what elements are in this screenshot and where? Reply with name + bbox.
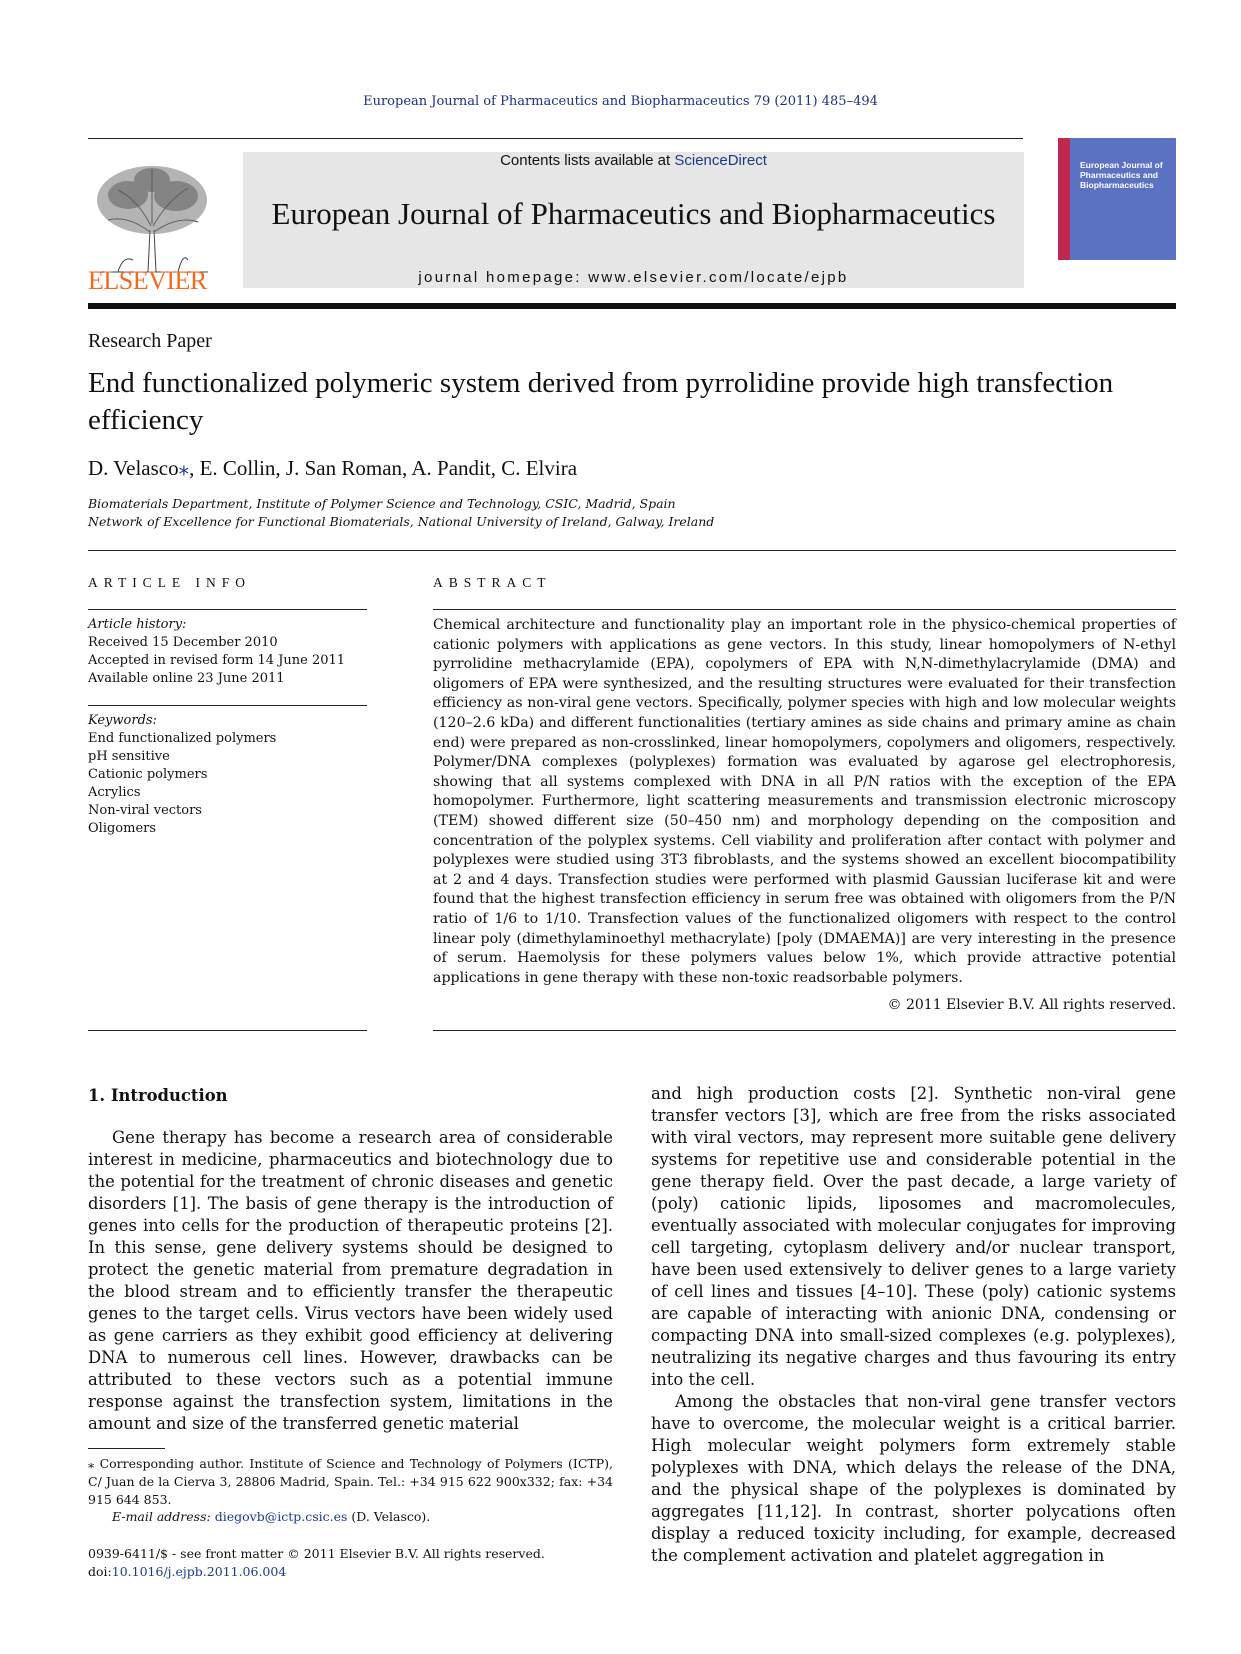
history-revised: Accepted in revised form 14 June 2011	[88, 653, 346, 668]
affiliation-2: Network of Excellence for Functional Biomaterials, National University of Ireland, Galway, Ireland	[88, 514, 715, 529]
intro-paragraph: and high production costs [2]. Synthetic non-viral gene transfer vectors [3], which are free from the risks associated with viral vectors, may represent more suitable gene delivery systems for repetitive use and considerable potential in the gene therapy field. Over the past decade, a large variety of (poly) cationic lipids, liposomes and macromolecules, eventually associated with molecular conjugates for improving cell targeting, cytoplasm delivery and/or nuclear transport, have been used extensively to deliver genes to a large variety of cell lines and tissues [4–10]. These (poly) cationic systems are capable of interacting with anionic DNA, condensing or compacting DNA into small-sized complexes (e.g. polyplexes), neutralizing its negative charges and thus favouring its entry into the cell.	[651, 1084, 1176, 1389]
corresponding-author-footnote: ⁎ Corresponding author. Institute of Science and Technology of Polymers (ICTP), C/ Juan de la Cierva 3, 28806 Madrid, Spain. Tel.: +34 915 622 900x332; fax: +34 915 644 853.	[88, 1456, 613, 1507]
journal-citation[interactable]: European Journal of Pharmaceutics and Biopharmaceutics 79 (2011) 485–494	[363, 94, 878, 109]
keywords-block	[88, 712, 367, 838]
author-list	[88, 456, 577, 481]
doi-line	[88, 1563, 545, 1581]
keywords-label: Keywords:	[88, 713, 157, 728]
email-suffix: (D. Velasco).	[347, 1509, 431, 1524]
doi-prefix: doi:	[88, 1564, 112, 1579]
footnote-rule	[88, 1448, 165, 1449]
contents-prefix: Contents lists available at	[500, 152, 675, 169]
first-author: D. Velasco	[88, 456, 179, 480]
affiliation-1: Biomaterials Department, Institute of Polymer Science and Technology, CSIC, Madrid, Spain	[88, 496, 676, 511]
email-label: E-mail address:	[112, 1509, 215, 1524]
history-label: Article history:	[88, 617, 187, 632]
article-info-rule	[88, 609, 367, 610]
sciencedirect-link[interactable]: ScienceDirect	[674, 152, 767, 169]
masthead-thick-rule	[88, 303, 1176, 309]
abstract-rule	[433, 609, 1176, 610]
intro-column-2	[651, 1083, 1176, 1567]
history-received: Received 15 December 2010	[88, 635, 278, 650]
email-line	[112, 1509, 430, 1524]
other-authors: , E. Collin, J. San Roman, A. Pandit, C. Elvira	[189, 456, 578, 480]
section-heading-introduction: 1. Introduction	[88, 1086, 228, 1105]
keyword-item: Oligomers	[88, 821, 157, 836]
keyword-item: Cationic polymers	[88, 767, 208, 782]
cover-footer	[1058, 260, 1176, 288]
history-online: Available online 23 June 2011	[88, 671, 285, 686]
intro-paragraph: Among the obstacles that non-viral gene transfer vectors have to overcome, the molecular weight is a critical barrier. High molecular weight polymers form extremely stable polyplexes with DNA, which delays the release of the DNA, and the physical shape of the polyplexes is dominated by aggregates [11,12]. In contrast, shorter polycations often display a reduced toxicity including, for example, decreased the complement activation and platelet aggregation in	[651, 1392, 1176, 1565]
keyword-item: pH sensitive	[88, 749, 170, 764]
abstract-end-rule	[433, 1030, 1176, 1031]
article-info-heading: ARTICLE INFO	[88, 575, 252, 590]
article-history	[88, 616, 367, 688]
journal-homepage[interactable]: journal homepage: www.elsevier.com/locate/ejpb	[418, 269, 849, 286]
abstract-heading: ABSTRACT	[433, 575, 552, 590]
front-matter	[88, 1545, 545, 1581]
cover-title: European Journal of Pharmaceutics and Biopharmaceutics	[1080, 160, 1163, 190]
keywords-rule	[88, 705, 367, 706]
contents-line	[243, 152, 1024, 169]
journal-title: European Journal of Pharmaceutics and Biopharmaceutics	[271, 196, 996, 231]
journal-cover-image	[1058, 138, 1176, 288]
abstract-text: Chemical architecture and functionality play an important role in the physico-chemical properties of cationic polymers with applications as gene vectors. In this study, linear homopolymers of N-ethyl pyrrolidine methacrylamide (EPA), copolymers of EPA with N,N-dimethylacrylamide (DMA) and oligomers of EPA were synthesized, and the resulting structures were evaluated for their transfection efficiency as non-viral gene vectors. Specifically, polymer species with high and low molecular weights (120–2.6 kDa) and different functionalities (tertiary amines as side chains and primary amine as chain end) were prepared as non-crosslinked, linear homopolymers, copolymers and oligomers, respectively. Polymer/DNA complexes (polyplexes) formation was evaluated by agarose gel electrophoresis, showing that all systems complexed with DNA in all P/N ratios with the exception of the EPA homopolymer. Furthermore, light scattering measurements and transmission electronic microscopy (TEM) showed different size (50–450 nm) and morphology depending on the composition and concentration of the polyplex systems. Cell viability and proliferation after contact with polymer and polyplexes were studied using 3T3 fibroblasts, and the systems showed an excellent biocompatibility at 2 and 4 days. Transfection studies were performed with plasmid Gaussian luciferase kit and were found that the highest transfection efficiency in serum free was obtained with oligomers from the P/N ratio of 1/6 to 1/10. Transfection values of the functionalized oligomers with respect to the control linear poly (dimethylaminoethyl methacrylate) [poly (DMAEMA)] are very interesting in the presence of serum. Haemolysis for these polymers values below 1%, which provide attractive potential applications in gene therapy with these non-toxic readsorbable polymers.	[433, 617, 1176, 986]
intro-column-1: Gene therapy has become a research area of considerable interest in medicine, pharmaceutics and biotechnology due to the potential for the treatment of chronic diseases and genetic disorders [1]. The basis of gene therapy is the introduction of genes into cells for the production of therapeutic proteins [2]. In this sense, gene delivery systems should be designed to protect the genetic material from premature degradation in the blood stream and to efficiently transfer the therapeutic genes to the target cells. Virus vectors have been widely used as gene carriers as they exhibit good efficiency at delivering DNA to numerous cell lines. However, drawbacks can be attributed to these vectors such as a potential immune response against the transfection system, limitations in the amount and size of the transferred genetic material	[88, 1128, 613, 1433]
corresponding-author-mark[interactable]: ⁎	[178, 456, 190, 480]
keyword-item: End functionalized polymers	[88, 731, 277, 746]
article-title: End functionalized polymeric system derived from pyrrolidine provide high transfection efficiency	[88, 367, 1114, 436]
keyword-item: Non-viral vectors	[88, 803, 202, 818]
author-email-link[interactable]: diegovb@ictp.csic.es	[214, 1509, 348, 1524]
doi-link[interactable]: 10.1016/j.ejpb.2011.06.004	[111, 1564, 287, 1579]
article-info-end-rule	[88, 1030, 367, 1031]
abstract-copyright: © 2011 Elsevier B.V. All rights reserved.	[887, 997, 1176, 1013]
article-type: Research Paper	[88, 330, 212, 352]
header-rule	[88, 138, 1023, 139]
keyword-item: Acrylics	[88, 785, 141, 800]
section-rule	[88, 550, 1176, 551]
elsevier-wordmark: ELSEVIER	[88, 266, 207, 295]
issn-line: 0939-6411/$ - see front matter © 2011 Elsevier B.V. All rights reserved.	[88, 1546, 545, 1561]
